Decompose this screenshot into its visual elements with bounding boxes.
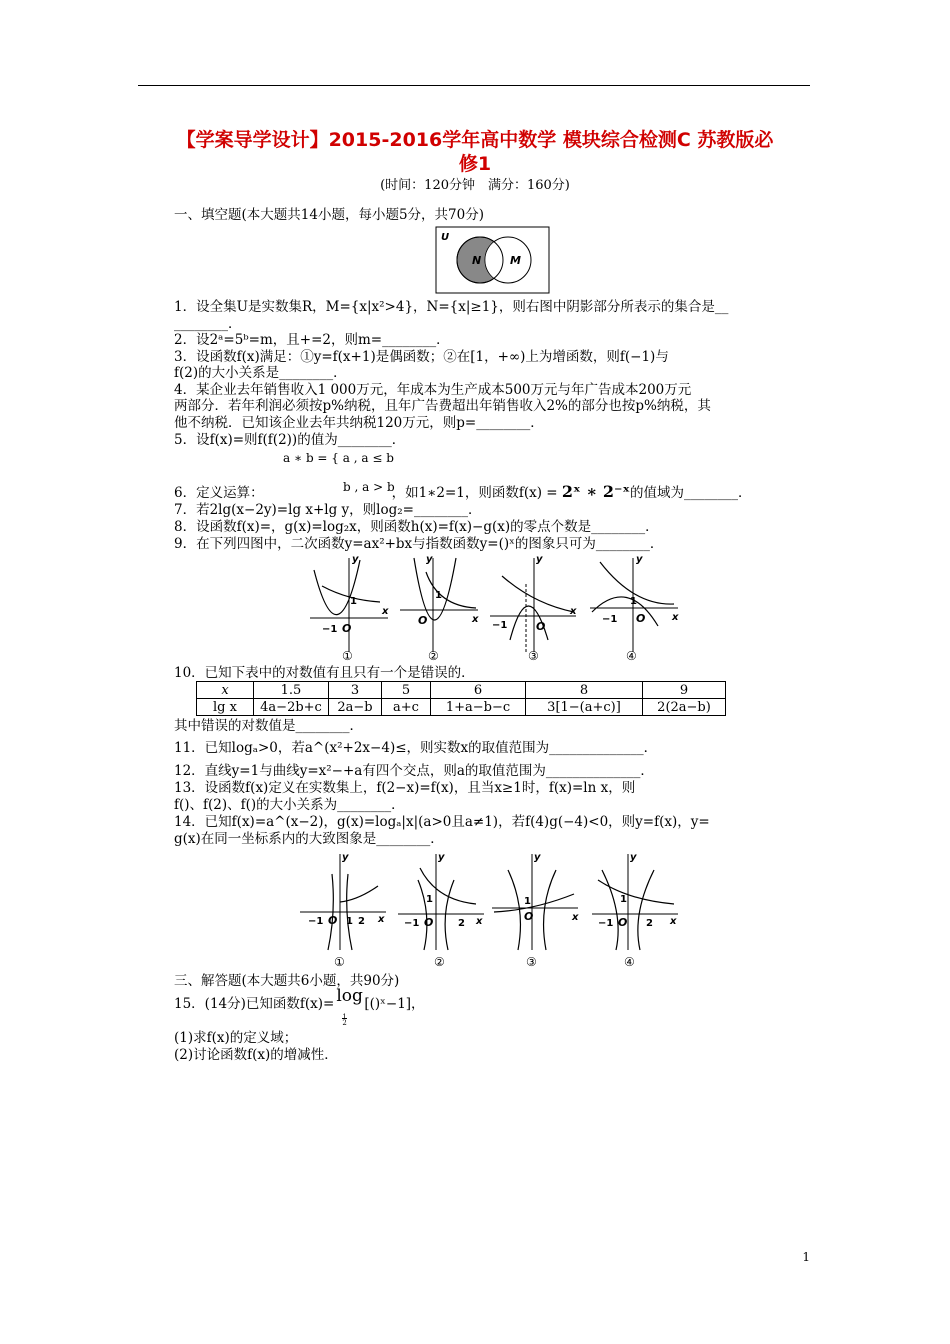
q14g1-label: ① (334, 955, 345, 969)
q10: 10．已知下表中的对数值有且只有一个是错误的． (174, 665, 475, 681)
q9g4-negone: −1 (602, 614, 618, 625)
section1-heading: 一、填空题(本大题共14小题，每小题5分，共70分) (174, 207, 484, 223)
q15-prefix: 15．(14分)已知函数f(x)= (174, 996, 335, 1012)
q14-line1: 14．已知f(x)=a^(x−2)，g(x)=logₐ|x|(a>0且a≠1)，若f(4)g(−4)<0，则y=f(x)，y= (174, 814, 710, 830)
q14-graph-3 (492, 852, 579, 969)
q6-mid: ，如1∗2=1，则函数f(x) = (391, 485, 558, 501)
q9g1-label: ① (342, 649, 353, 663)
q7: 7．若2lg(x−2y)=lg x+lg y，则log₂=________． (174, 502, 482, 518)
q14g4-y: y (630, 852, 637, 863)
q14g1-one: 1 (346, 916, 353, 927)
log-table-cell: a+c (382, 699, 431, 716)
q14g2-y: y (438, 852, 445, 863)
q2: 2．设2ᵃ=5ᵇ=m，且+=2，则m=________． (174, 332, 450, 348)
q6-formula: 2ˣ ∗ 2⁻ˣ (561, 482, 631, 501)
q6-prefix: 6．定义运算： (174, 485, 264, 501)
q9g2-y: y (426, 554, 433, 565)
q9-graph-3 (490, 554, 577, 663)
venn-diagram (435, 226, 550, 294)
log-table-cell: 1.5 (254, 682, 329, 699)
q9g2-o: O (418, 614, 428, 627)
q1-line1: 1．设全集U是实数集R，M={x|x²>4}，N={x|≥1}，则右图中阴影部分所表示的集合是__ (174, 299, 729, 315)
q4-line3: 他不纳税．已知该企业去年共纳税120万元，则p=________． (174, 415, 544, 431)
q6-def-top: a ∗ b = { a , a ≤ b (283, 451, 394, 465)
doc-title-line1: 【学案导学设计】2015-2016学年高中数学 模块综合检测C 苏教版必 (176, 129, 774, 151)
q9g2-label: ② (428, 649, 439, 663)
q9g3-o: O (536, 620, 546, 633)
q13-line1: 13．设函数f(x)定义在实数集上，f(2−x)=f(x)，且当x≥1时，f(x)=ln x，则 (174, 780, 636, 796)
doc-title-line2: 修1 (458, 153, 492, 175)
q11: 11．已知logₐ>0，若a^(x²+2x−4)≤，则实数x的取值范围为______________． (174, 740, 658, 756)
q15-line (174, 986, 425, 1027)
q14-graph-2 (398, 852, 484, 969)
q14g4-x: x (670, 916, 677, 927)
log-table-value-row (197, 699, 726, 716)
log-table (196, 681, 726, 716)
q9g1-x: x (382, 606, 389, 617)
q9g3-label: ③ (528, 649, 539, 663)
log-table-cell: 2a−b (329, 699, 382, 716)
q9-graph-1 (310, 554, 389, 663)
q9g2-one: 1 (435, 590, 442, 601)
q9g1-one: 1 (350, 596, 357, 607)
q14g3-one: 1 (524, 896, 531, 907)
q5: 5．设f(x)=则f(f(2))的值为________． (174, 432, 406, 448)
q9g2-x: x (472, 614, 479, 625)
q9g3-negone: −1 (492, 620, 508, 631)
q6-def-bottom: b , a > b (343, 480, 395, 494)
q14g2-label: ② (434, 955, 445, 969)
q9-graph-2 (400, 554, 479, 663)
q9g1-negone: −1 (322, 624, 338, 635)
q14g4-o: O (618, 916, 628, 929)
q14-graph-4 (592, 852, 678, 969)
q9g4-y: y (636, 554, 643, 565)
q15-log: log (336, 986, 363, 1006)
q9g3-y: y (536, 554, 543, 565)
q14g4-one: 1 (620, 894, 627, 905)
q12: 12．直线y=1与曲线y=x²−+a有四个交点，则a的取值范围为______________． (174, 763, 654, 779)
q9: 9．在下列四图中，二次函数y=ax²+bx与指数函数y=()ˣ的图象只可为________． (174, 536, 664, 552)
log-table-header-row (197, 682, 726, 699)
q14g4-label: ④ (624, 955, 635, 969)
section3-heading: 三、解答题(本大题共6小题，共90分) (174, 973, 400, 989)
log-table-cell: 5 (382, 682, 431, 699)
q9-graphs (308, 552, 680, 664)
q14-graphs (298, 850, 698, 972)
q15-suffix: [()ˣ−1]， (364, 996, 425, 1012)
q14g2-x: x (476, 916, 483, 927)
venn-m-label: M (510, 254, 521, 267)
q4-line2: 两部分．若年利润必须按p%纳税，且年广告费超出年销售收入2%的部分也按p%纳税，其 (174, 398, 711, 414)
q9g4-one: 1 (630, 596, 637, 607)
q14-graph-1 (300, 852, 386, 969)
q9g3-x: x (570, 606, 577, 617)
q9g1-o: O (342, 622, 352, 635)
q13-line2: f()、f(2)、f()的大小关系为________． (174, 797, 405, 813)
q14g3-label: ③ (526, 955, 537, 969)
q14g1-x: x (378, 914, 385, 925)
log-table-cell: 3[1−(a+c)] (526, 699, 643, 716)
q15-base-den: 2 (342, 1019, 347, 1027)
q14g2-two: 2 (458, 918, 465, 929)
q14g3-x: x (572, 912, 579, 923)
q3-line2: f(2)的大小关系是________． (174, 365, 347, 381)
q9g4-label: ④ (626, 649, 637, 663)
q15-part1: (1)求f(x)的定义域； (174, 1030, 298, 1046)
q14g1-o: O (328, 914, 338, 927)
q14g2-one: 1 (426, 894, 433, 905)
q9g4-o: O (636, 612, 646, 625)
q14g4-negone: −1 (598, 918, 614, 929)
q15-part2: (2)讨论函数f(x)的增减性． (174, 1047, 338, 1063)
log-table-cell: 9 (643, 682, 726, 699)
venn-u-label: U (441, 232, 450, 243)
page-number: 1 (802, 1250, 810, 1264)
log-table-cell: 8 (526, 682, 643, 699)
log-table-cell: 3 (329, 682, 382, 699)
q6-suffix: 的值域为________． (630, 485, 752, 501)
log-table-cell: lg x (197, 699, 254, 716)
q14g1-y: y (342, 852, 349, 863)
log-table-cell: 2(2a−b) (643, 699, 726, 716)
log-table-cell: x (197, 682, 254, 699)
q14g1-two: 2 (358, 916, 365, 927)
q14g4-two: 2 (646, 918, 653, 929)
venn-n-label: N (472, 254, 482, 267)
q14g1-negone: −1 (308, 916, 324, 927)
q14g2-o: O (424, 916, 434, 929)
q14g2-negone: −1 (404, 918, 420, 929)
q10-after: 其中错误的对数值是________． (174, 718, 363, 734)
q9g1-y: y (352, 554, 359, 565)
q3-line1: 3．设函数f(x)满足：①y=f(x+1)是偶函数；②在[1，+∞)上为增函数，则f(−1)与 (174, 349, 669, 365)
header-rule (138, 85, 810, 86)
q1-line2: ________． (174, 316, 242, 332)
q15-base-num: 1 (342, 1013, 347, 1021)
log-table-cell: 1+a−b−c (431, 699, 526, 716)
doc-subtitle: (时间：120分钟 满分：160分) (380, 178, 570, 193)
q14-line2: g(x)在同一坐标系内的大致图象是________． (174, 831, 444, 847)
log-table-cell: 6 (431, 682, 526, 699)
q14g3-o: O (524, 910, 534, 923)
q6-line (174, 484, 752, 501)
q14g3-y: y (534, 852, 541, 863)
log-table-cell: 4a−2b+c (254, 699, 329, 716)
q9g4-x: x (672, 612, 679, 623)
q4-line1: 4．某企业去年销售收入1 000万元，年成本为生产成本500万元与年广告成本200万元 (174, 382, 692, 398)
q8: 8．设函数f(x)=，g(x)=log₂x，则函数h(x)=f(x)−g(x)的零点个数是________． (174, 519, 659, 535)
q9-graph-4 (590, 554, 679, 663)
